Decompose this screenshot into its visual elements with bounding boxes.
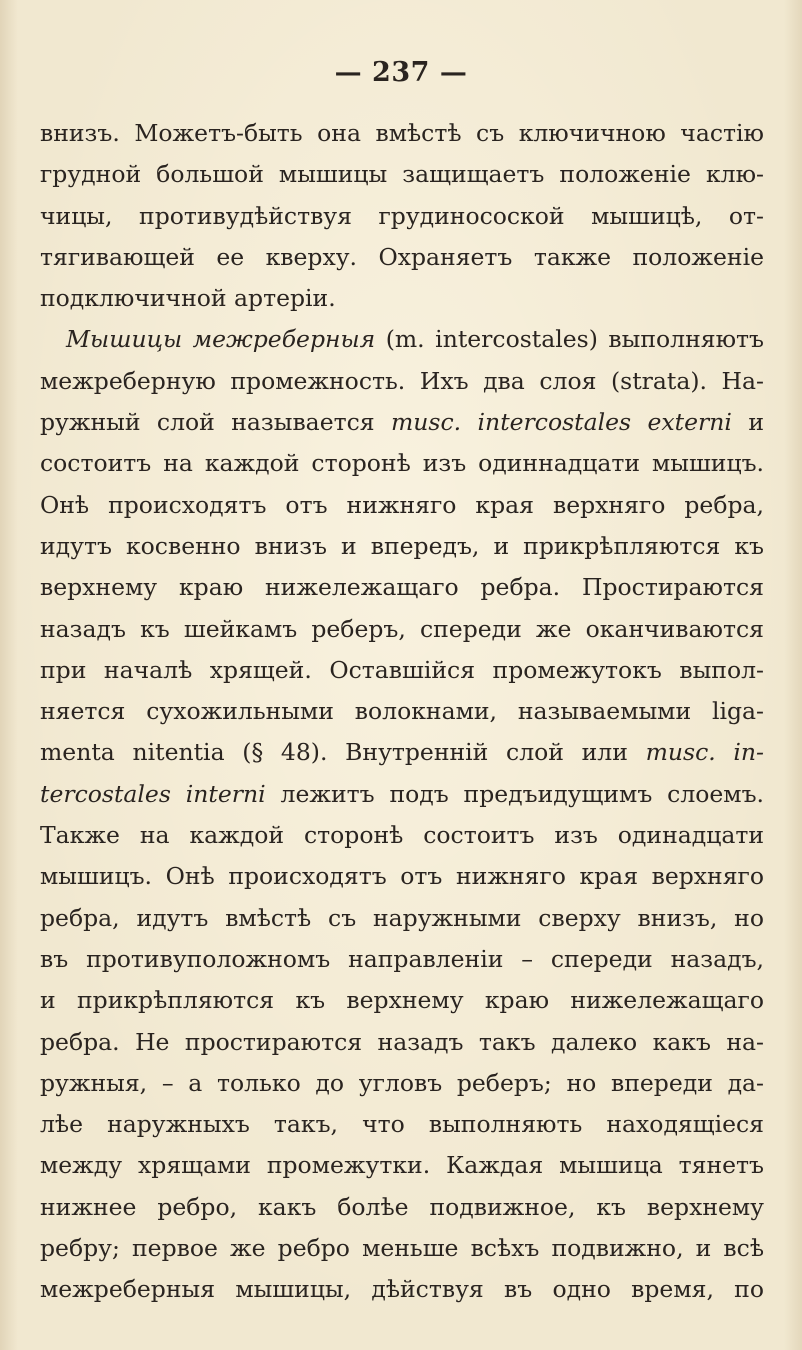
text-line: [40, 196, 764, 237]
text-segment: между хрящами промежутки. Каждая мышица тянетъ: [40, 1151, 764, 1180]
text-line: [40, 443, 764, 484]
text-segment: ребра, идутъ вмѣстѣ съ наружными сверху внизъ, но: [40, 903, 764, 932]
text-segment: лежитъ подъ предъидущимъ слоемъ.: [265, 779, 765, 808]
text-line: [40, 1063, 764, 1104]
page-number: — 237 —: [334, 57, 468, 88]
italic-text-segment: musc. in-: [645, 738, 764, 767]
text-line: [40, 319, 764, 360]
text-segment: ружныя, – а только до угловъ реберъ; но впереди да-: [40, 1068, 764, 1097]
text-line: [40, 278, 764, 319]
text-segment: ребра. Не простираются назадъ такъ далеко какъ на-: [40, 1027, 764, 1056]
text-line: [40, 567, 764, 608]
text-line: [40, 1022, 764, 1063]
text-line: [40, 402, 764, 443]
text-segment: нижнее ребро, какъ болѣе подвижное, къ верхнему: [40, 1192, 764, 1221]
text-segment: лѣе наружныхъ такъ, что выполняють находящіеся: [40, 1110, 764, 1139]
text-segment: мышицъ. Онѣ происходятъ отъ нижняго края верхняго: [40, 862, 764, 891]
text-line: [40, 650, 764, 691]
text-line: [40, 1187, 764, 1228]
text-segment: подключичной артеріи.: [40, 284, 336, 313]
text-segment: и прикрѣпляются къ верхнему краю нижележащаго: [40, 986, 764, 1015]
text-segment: назадъ къ шейкамъ реберъ, спереди же оканчиваются: [40, 614, 764, 643]
text-line: [40, 898, 764, 939]
text-line: [40, 1269, 764, 1310]
text-segment: грудной большой мышицы защищаетъ положеніе клю-: [40, 160, 764, 189]
text-line: [40, 361, 764, 402]
text-line: [40, 774, 764, 815]
text-line: [40, 113, 764, 154]
body-text: [40, 113, 764, 1311]
text-line: [40, 856, 764, 897]
text-segment: при началѣ хрящей. Оставшійся промежутокъ выпол-: [40, 655, 764, 684]
text-line: [40, 980, 764, 1021]
text-segment: чицы, противудѣйствуя грудиносоской мышицѣ, от-: [40, 201, 764, 230]
text-segment: и: [731, 408, 764, 437]
text-segment: верхнему краю нижележащаго ребра. Простираются: [40, 573, 764, 602]
text-segment: ружный слой называется: [40, 408, 392, 437]
text-line: [40, 485, 764, 526]
text-segment: (m. intercostales) выполняютъ: [375, 325, 764, 354]
text-line: [40, 609, 764, 650]
text-line: [40, 1228, 764, 1269]
text-line: [40, 237, 764, 278]
text-line: [40, 1145, 764, 1186]
text-segment: ребру; первое же ребро меньше всѣхъ подвижно, и всѣ: [40, 1234, 764, 1263]
text-segment: тягивающей ее кверху. Охраняетъ также положеніе: [40, 242, 764, 271]
text-line: [40, 526, 764, 567]
italic-text-segment: musc. intercostales externi: [391, 408, 732, 437]
text-line: [40, 154, 764, 195]
text-segment: состоитъ на каждой сторонѣ изъ одиннадцати мышицъ.: [40, 449, 764, 478]
text-segment: Также на каждой сторонѣ состоитъ изъ одинадцати: [40, 821, 764, 850]
text-line: [40, 815, 764, 856]
text-line: [40, 1104, 764, 1145]
italic-text-segment: Мышицы межреберныя: [66, 325, 376, 354]
text-segment: няется сухожильными волокнами, называемыми liga-: [40, 697, 764, 726]
text-segment: въ противуположномъ направленіи – спереди назадъ,: [40, 944, 764, 973]
text-line: [40, 732, 764, 773]
text-segment: Онѣ происходятъ отъ нижняго края верхняго ребра,: [40, 490, 764, 519]
text-segment: межреберную промежность. Ихъ два слоя (strata). На-: [40, 366, 764, 395]
text-line: [40, 939, 764, 980]
text-segment: межреберныя мышицы, дѣйствуя въ одно время, по: [40, 1275, 764, 1304]
text-segment: идутъ косвенно внизъ и впередъ, и прикрѣпляются къ: [40, 531, 764, 560]
text-segment: внизъ. Можетъ-быть она вмѣстѣ съ ключичною частію: [40, 119, 764, 147]
text-line: [40, 691, 764, 732]
italic-text-segment: tercostales interni: [40, 779, 266, 808]
text-segment: menta nitentia (§ 48). Внутренній слой или: [40, 738, 646, 767]
